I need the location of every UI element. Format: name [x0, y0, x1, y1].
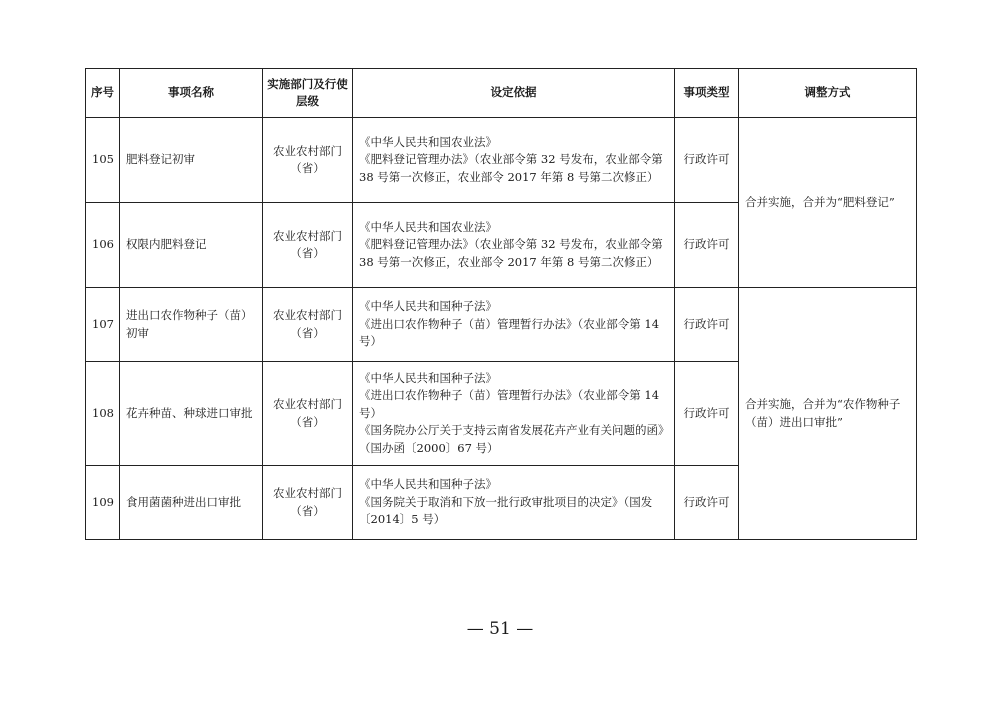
row-dept: 农业农村部门（省）: [263, 362, 353, 466]
row-type: 行政许可: [675, 203, 739, 288]
row-dept: 农业农村部门（省）: [263, 203, 353, 288]
row-name: 肥料登记初审: [120, 118, 263, 203]
row-type: 行政许可: [675, 466, 739, 540]
row-seq: 109: [86, 466, 120, 540]
row-dept: 农业农村部门（省）: [263, 118, 353, 203]
row-seq: 105: [86, 118, 120, 203]
row-basis: [353, 466, 675, 540]
basis-line: 《中华人民共和国种子法》: [359, 477, 497, 492]
basis-line: 《进出口农作物种子（苗）管理暂行办法》（农业部令第 14 号）: [359, 388, 660, 420]
basis-line: 《中华人民共和国农业法》: [359, 219, 497, 234]
basis-line: 《肥料登记管理办法》（农业部令第 32 号发布，农业部令第 38 号第一次修正，农业部令 2017 年第 8 号第二次修正）: [359, 237, 663, 269]
row-basis: [353, 288, 675, 362]
row-type: 行政许可: [675, 118, 739, 203]
basis-line: 《肥料登记管理办法》（农业部令第 32 号发布，农业部令第 38 号第一次修正，农业部令 2017 年第 8 号第二次修正）: [359, 152, 663, 184]
basis-line: 《进出口农作物种子（苗）管理暂行办法》（农业部令第 14 号）: [359, 316, 660, 349]
row-name: 花卉种苗、种球进口审批: [120, 362, 263, 466]
header-name: 事项名称: [120, 69, 263, 118]
row-adjust: 合并实施，合并为“农作物种子（苗）进出口审批”: [739, 288, 917, 540]
header-basis: 设定依据: [353, 69, 675, 118]
row-name: 食用菌菌种进出口审批: [120, 466, 263, 540]
row-type: 行政许可: [675, 362, 739, 466]
header-dept: 实施部门及行使层级: [263, 69, 353, 118]
row-basis: [353, 362, 675, 466]
row-seq: 106: [86, 203, 120, 288]
row-type: 行政许可: [675, 288, 739, 362]
row-dept: 农业农村部门（省）: [263, 288, 353, 362]
row-adjust: 合并实施，合并为“肥料登记”: [739, 118, 917, 288]
row-name: 进出口农作物种子（苗）初审: [120, 288, 263, 362]
header-adjust: 调整方式: [739, 69, 917, 118]
page-number: — 51 —: [466, 619, 534, 639]
row-name: 权限内肥料登记: [120, 203, 263, 288]
table-header-row: [86, 69, 917, 118]
basis-line: 《中华人民共和国种子法》: [359, 370, 497, 385]
row-basis: [353, 203, 675, 288]
row-seq: 108: [86, 362, 120, 466]
basis-line: 《国务院办公厅关于支持云南省发展花卉产业有关问题的函》（国办函〔2000〕67 号）: [359, 423, 664, 455]
row-basis: [353, 118, 675, 203]
basis-line: 《中华人民共和国农业法》: [359, 134, 497, 149]
table-row: [86, 118, 917, 203]
basis-line: 《国务院关于取消和下放一批行政审批项目的决定》（国发〔2014〕5 号）: [359, 494, 653, 527]
row-seq: 107: [86, 288, 120, 362]
row-dept: 农业农村部门（省）: [263, 466, 353, 540]
header-type: 事项类型: [675, 69, 739, 118]
header-seq: 序号: [86, 69, 120, 118]
items-table: [85, 68, 917, 540]
basis-line: 《中华人民共和国种子法》: [359, 299, 497, 314]
table-row: [86, 288, 917, 362]
